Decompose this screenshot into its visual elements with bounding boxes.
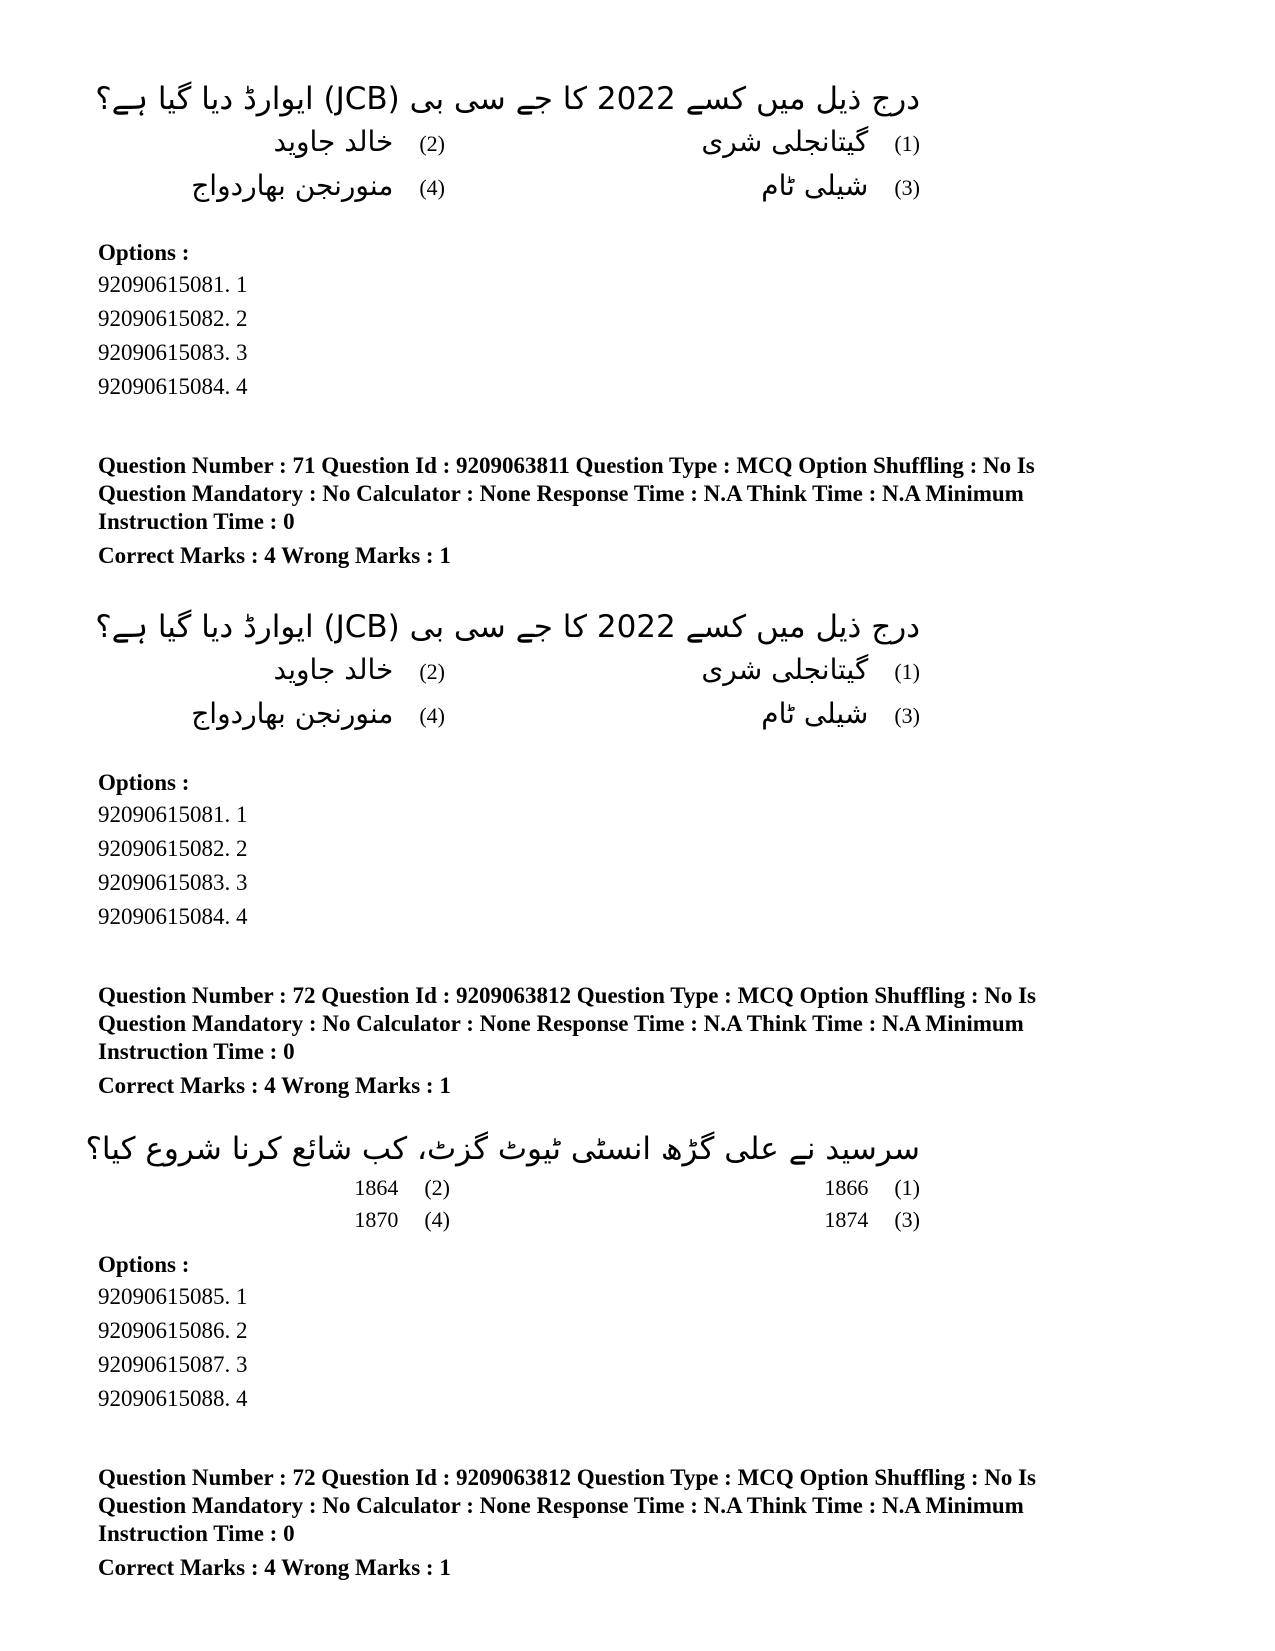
option-line: 92090615081. 1 xyxy=(98,802,248,827)
option-line: 92090615081. 1 xyxy=(98,272,248,297)
option-line: 92090615082. 2 xyxy=(98,836,248,861)
question-options xyxy=(130,650,920,738)
urdu-option: (1)گیتانجلی شری xyxy=(701,653,920,686)
marks-line: Correct Marks : 4 Wrong Marks : 1 xyxy=(98,543,451,568)
urdu-option: (3)شیلی ٹام xyxy=(761,169,920,202)
marks-line: Correct Marks : 4 Wrong Marks : 1 xyxy=(98,1073,451,1098)
option-line: 92090615082. 2 xyxy=(98,306,248,331)
meta-line: Question Number : 72 Question Id : 9209063812 Question Type : MCQ Option Shuffling : No Is xyxy=(98,983,1037,1008)
urdu-option: (3)1874 xyxy=(824,1207,920,1232)
meta-line: Instruction Time : 0 xyxy=(98,1039,295,1064)
option-line: 92090615088. 4 xyxy=(98,1386,248,1411)
option-line: 92090615083. 3 xyxy=(98,870,248,895)
option-line: 92090615084. 4 xyxy=(98,374,248,399)
urdu-option: (4)1870 xyxy=(354,1207,450,1232)
options-title: Options : xyxy=(98,240,190,265)
question-meta xyxy=(98,982,1178,1100)
meta-line: Instruction Time : 0 xyxy=(98,1521,295,1546)
question-text: درج ذیل میں کسے 2022 کا جے سی بی (JCB) ایوارڈ دیا گیا ہے؟ xyxy=(95,81,920,117)
urdu-option: (2)خالد جاوید xyxy=(273,653,445,686)
question-meta xyxy=(98,452,1178,570)
urdu-option: (2)خالد جاوید xyxy=(273,125,445,158)
meta-line: Question Mandatory : No Calculator : None Response Time : N.A Think Time : N.A Minimum xyxy=(98,1493,1024,1518)
question-meta xyxy=(98,1464,1178,1582)
urdu-option: (3)شیلی ٹام xyxy=(761,697,920,730)
question-image xyxy=(85,1128,920,1242)
options-title: Options : xyxy=(98,1252,190,1277)
meta-line: Question Mandatory : No Calculator : None Response Time : N.A Think Time : N.A Minimum xyxy=(98,1011,1024,1036)
question-options xyxy=(130,122,920,210)
option-line: 92090615086. 2 xyxy=(98,1318,248,1343)
urdu-option: (2)1864 xyxy=(354,1175,450,1200)
option-line: 92090615084. 4 xyxy=(98,904,248,929)
question-image xyxy=(95,606,920,738)
meta-line: Question Number : 72 Question Id : 9209063812 Question Type : MCQ Option Shuffling : No Is xyxy=(98,1465,1037,1490)
option-line: 92090615087. 3 xyxy=(98,1352,248,1377)
question-options xyxy=(130,1172,920,1242)
question-text: سرسید نے علی گڑھ انسٹی ٹیوٹ گزٹ، کب شائع کرنا شروع کیا؟ xyxy=(85,1131,920,1167)
option-line: 92090615083. 3 xyxy=(98,340,248,365)
option-line: 92090615085. 1 xyxy=(98,1284,248,1309)
urdu-option: (4)منورنجن بھاردواج xyxy=(191,697,445,730)
meta-line: Question Number : 71 Question Id : 9209063811 Question Type : MCQ Option Shuffling : No Is xyxy=(98,453,1035,478)
urdu-option: (4)منورنجن بھاردواج xyxy=(191,169,445,202)
meta-line: Instruction Time : 0 xyxy=(98,509,295,534)
question-text: درج ذیل میں کسے 2022 کا جے سی بی (JCB) ایوارڈ دیا گیا ہے؟ xyxy=(95,609,920,645)
urdu-option: (1)1866 xyxy=(824,1175,920,1200)
marks-line: Correct Marks : 4 Wrong Marks : 1 xyxy=(98,1555,451,1580)
meta-line: Question Mandatory : No Calculator : None Response Time : N.A Think Time : N.A Minimum xyxy=(98,481,1024,506)
urdu-option: (1)گیتانجلی شری xyxy=(701,125,920,158)
options-block xyxy=(98,238,1178,404)
options-block xyxy=(98,768,1178,934)
options-block xyxy=(98,1250,1178,1416)
options-title: Options : xyxy=(98,770,190,795)
question-image xyxy=(95,78,920,210)
